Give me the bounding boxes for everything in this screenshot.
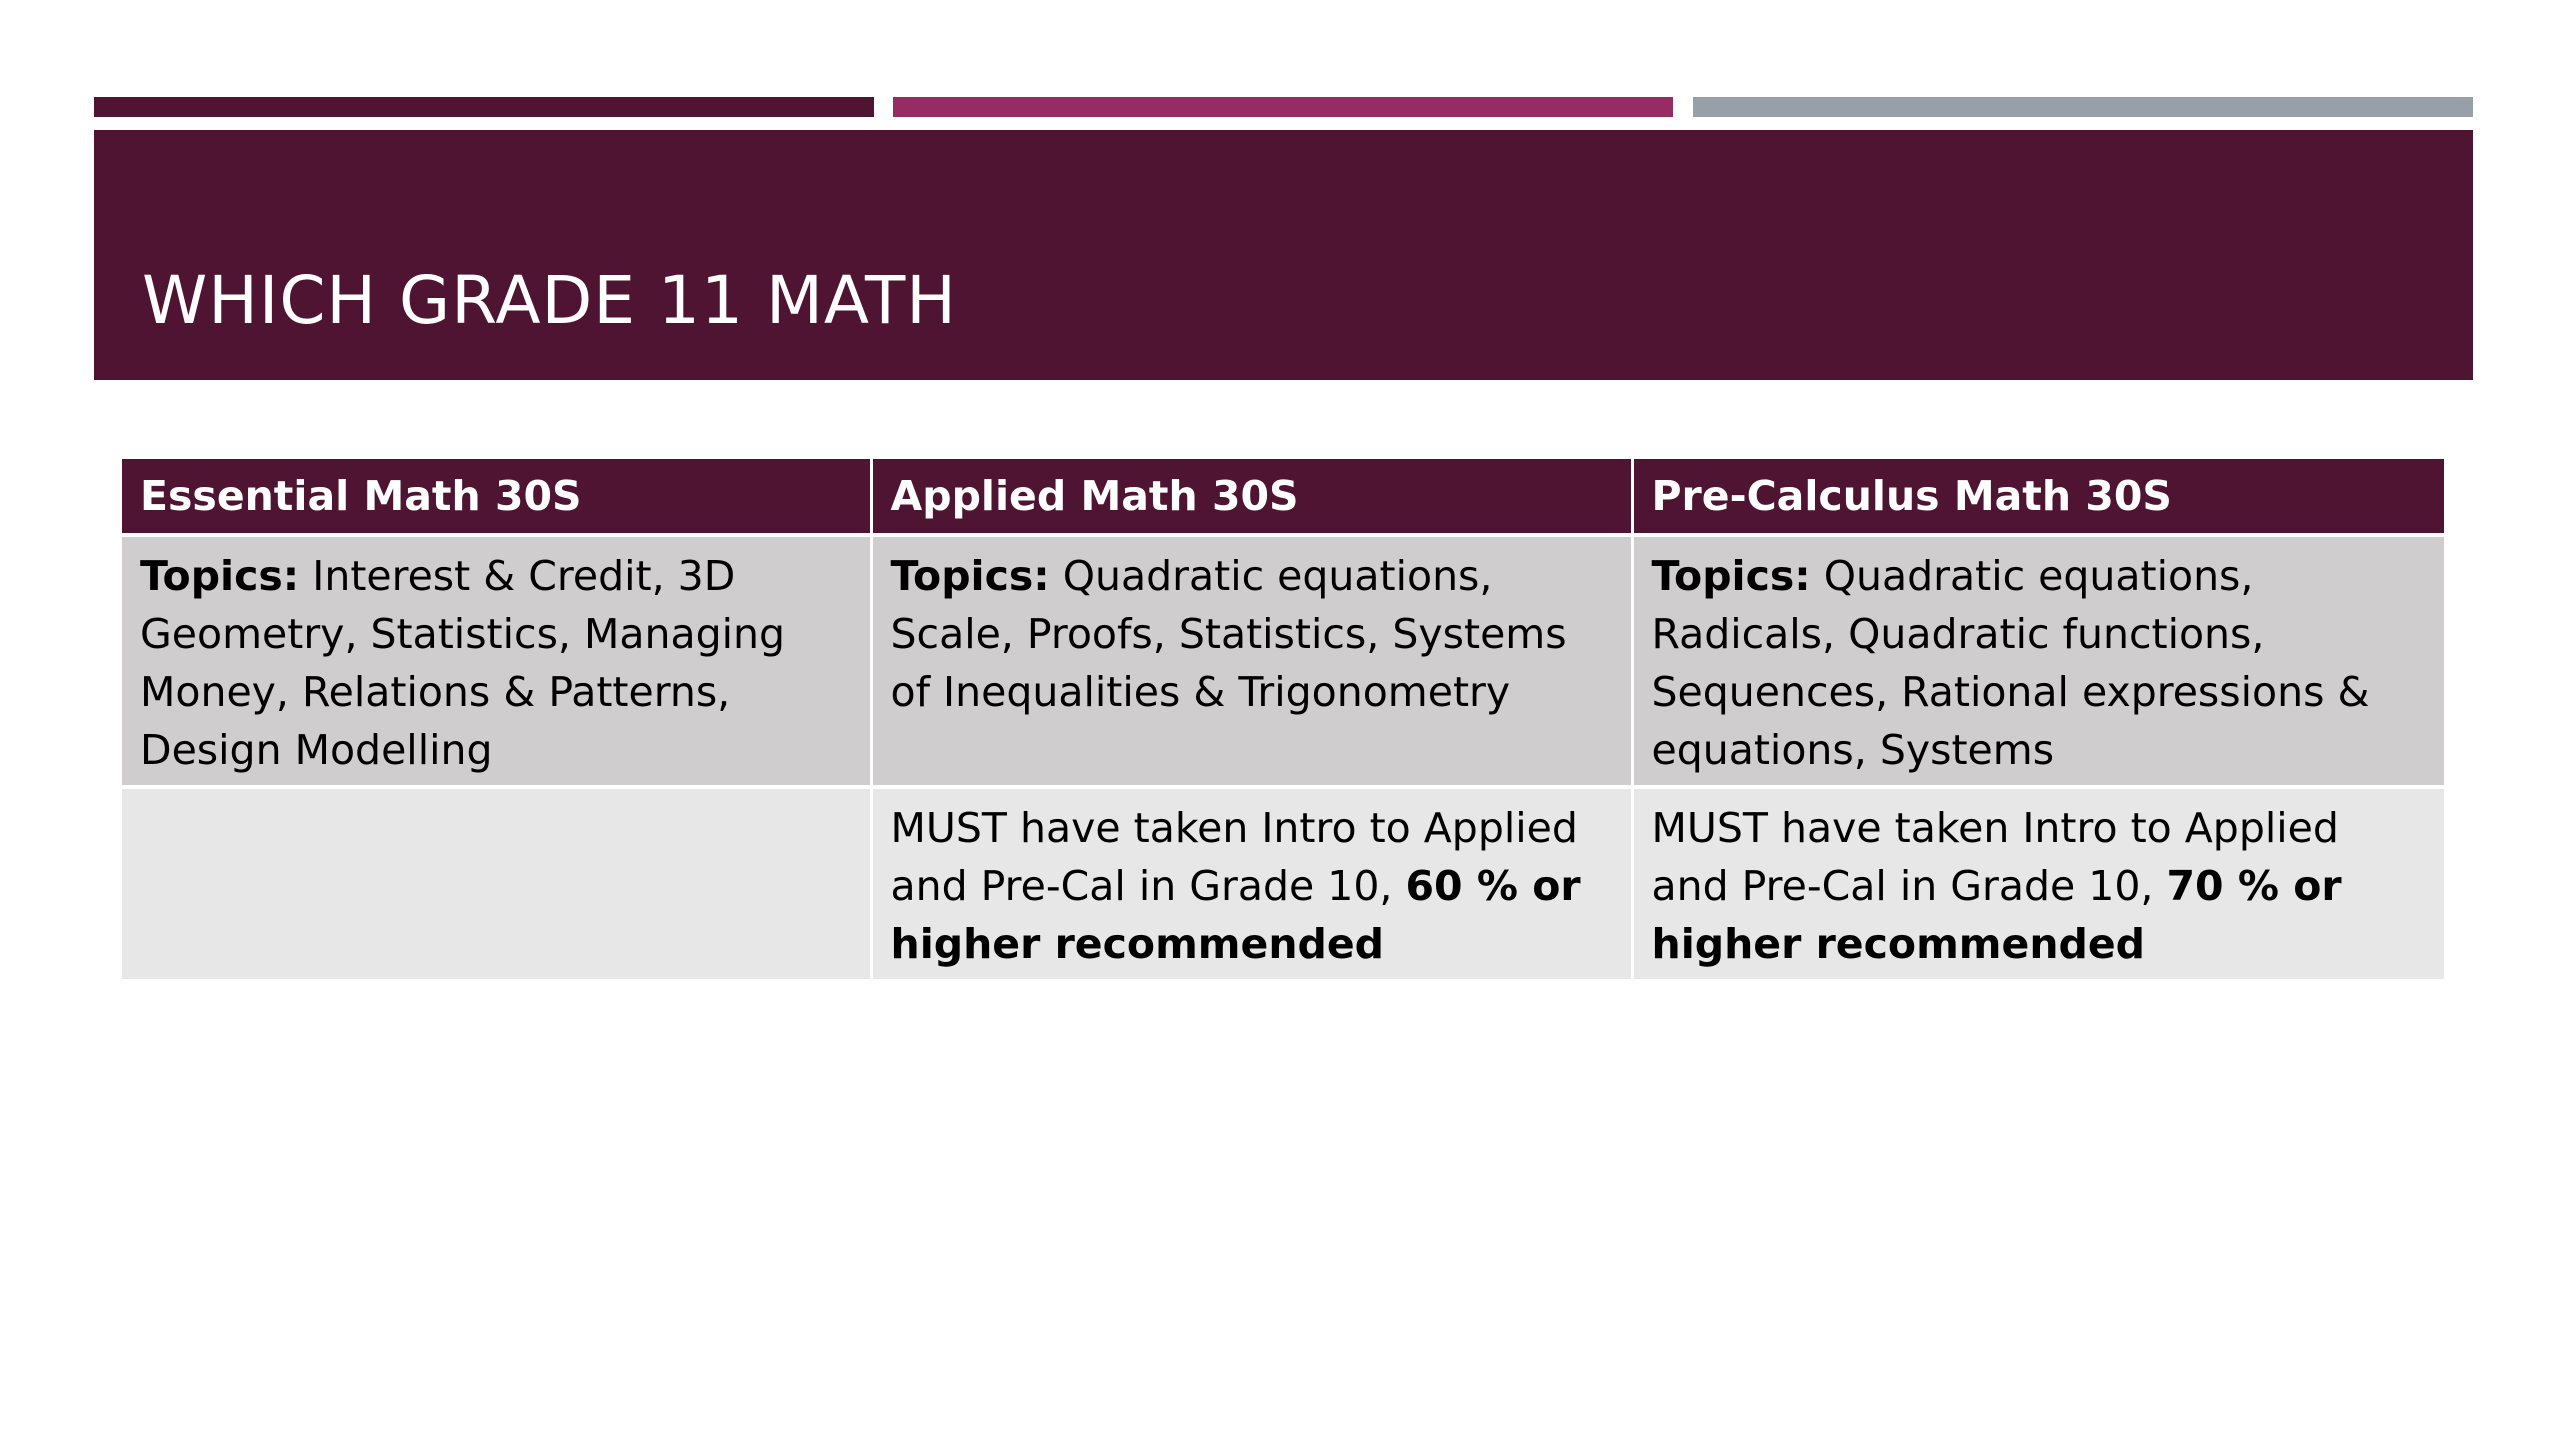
header-essential-math: Essential Math 30S (122, 459, 871, 535)
prereq-text-pre-calculus: MUST have taken Intro to Applied and Pre-Cal in Grade 10, (1651, 804, 2339, 910)
topics-text-pre-calculus: Quadratic equations, Radicals, Quadratic functions, Sequences, Rational expressions & equations, Systems (1651, 552, 2370, 774)
table-header-row (122, 459, 2444, 535)
header-applied-math: Applied Math 30S (871, 459, 1632, 535)
cell-prereq-applied (871, 787, 1632, 981)
accent-bar-plum (94, 97, 874, 117)
cell-prereq-pre-calculus (1632, 787, 2444, 981)
title-band (94, 130, 2473, 380)
prereq-text-applied: MUST have taken Intro to Applied and Pre-Cal in Grade 10, (890, 804, 1578, 910)
accent-bar-gray (1693, 97, 2473, 117)
header-pre-calculus-math: Pre-Calculus Math 30S (1632, 459, 2444, 535)
prereq-emphasis-applied: 60 % or higher recommended (890, 862, 1581, 968)
topics-label: Topics: (1651, 552, 1811, 600)
topics-text-applied: Quadratic equations, Scale, Proofs, Statistics, Systems of Inequalities & Trigonometry (890, 552, 1567, 716)
topics-label: Topics: (140, 552, 300, 600)
course-comparison-table (122, 459, 2444, 983)
cell-topics-essential (122, 535, 871, 787)
table-row-prerequisites (122, 787, 2444, 981)
topics-label: Topics: (890, 552, 1050, 600)
accent-bar-magenta (893, 97, 1673, 117)
topics-text-essential: Interest & Credit, 3D Geometry, Statistics, Managing Money, Relations & Patterns, Design Modelling (140, 552, 786, 774)
table-row-topics (122, 535, 2444, 787)
cell-prereq-essential (122, 787, 871, 981)
cell-topics-pre-calculus (1632, 535, 2444, 787)
cell-topics-applied (871, 535, 1632, 787)
prereq-emphasis-pre-calculus: 70 % or higher recommended (1651, 862, 2342, 968)
slide-title: WHICH GRADE 11 MATH (142, 262, 957, 339)
